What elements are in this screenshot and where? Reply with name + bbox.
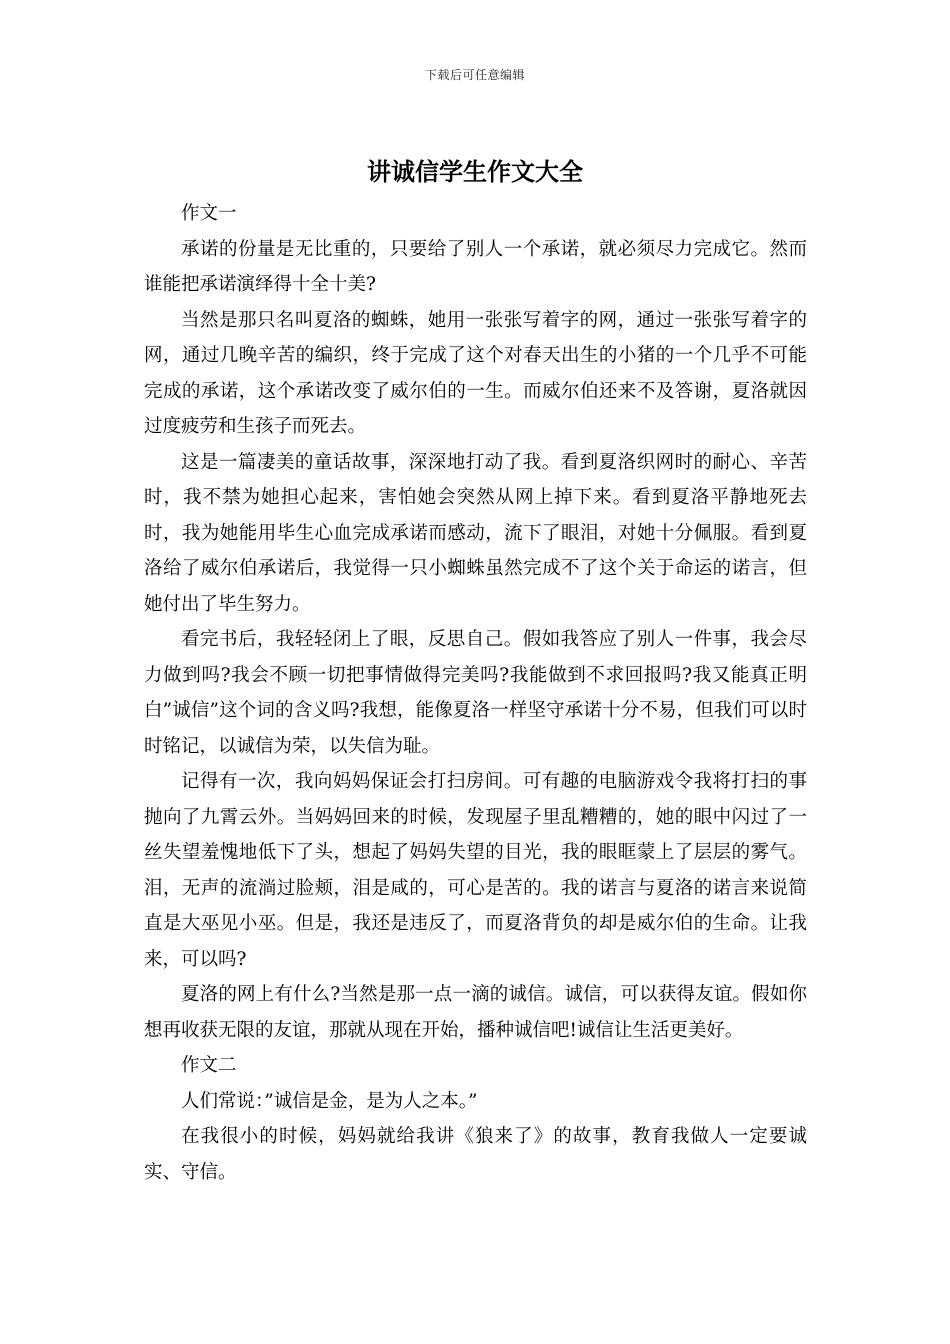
- paragraph: 这是一篇凄美的童话故事，深深地打动了我。看到夏洛织网时的耐心、辛苦时，我不禁为她担心起来，害怕她会突然从网上掉下来。看到夏洛平静地死去时，我为她能用毕生心血完成承诺而感动，流下了眼泪，对她十分佩服。看到夏洛给了威尔伯承诺后，我觉得一只小蜘蛛虽然完成不了这个关于命运的诺言，但她付出了毕生努力。: [144, 451, 807, 615]
- paragraph: 承诺的份量是无比重的，只要给了别人一个承诺，就必须尽力完成它。然而谁能把承诺演绎得十全十美?: [144, 238, 807, 295]
- paragraph: 当然是那只名叫夏洛的蜘蛛，她用一张张写着字的网，通过一张张写着字的网，通过几晚辛苦的编织，终于完成了这个对春天出生的小猪的一个几乎不可能完成的承诺，这个承诺改变了威尔伯的一生。而威尔伯还来不及答谢，夏洛就因过度疲劳和生孩子而死去。: [144, 309, 807, 437]
- header-note: 下载后可任意编辑: [424, 68, 525, 82]
- paragraph-essay-1-heading: 作文一: [181, 203, 237, 224]
- document-title: 讲诚信学生作文大全: [367, 158, 583, 186]
- paragraph: 人们常说：”诚信是金，是为人之本。”: [181, 1090, 478, 1112]
- paragraph-essay-2-heading: 作文二: [181, 1055, 237, 1076]
- paragraph: 在我很小的时候，妈妈就给我讲《狼来了》的故事，教育我做人一定要诚实、守信。: [144, 1126, 807, 1183]
- paragraph: 夏洛的网上有什么?当然是那一点一滴的诚信。诚信，可以获得友谊。假如你想再收获无限的友谊，那就从现在开始，播种诚信吧!诚信让生活更美好。: [144, 984, 807, 1041]
- document-body: [144, 196, 807, 1190]
- paragraph: 记得有一次，我向妈妈保证会打扫房间。可有趣的电脑游戏令我将打扫的事抛向了九霄云外。当妈妈回来的时候，发现屋子里乱糟糟的，她的眼中闪过了一丝失望羞愧地低下了头，想起了妈妈失望的目光，我的眼眶蒙上了层层的雾气。泪，无声的流淌过脸颊，泪是咸的，可心是苦的。我的诺言与夏洛的诺言来说简直是大巫见小巫。但是，我还是违反了，而夏洛背负的却是威尔伯的生命。让我来，可以吗?: [144, 771, 807, 970]
- paragraph: 看完书后，我轻轻闭上了眼，反思自己。假如我答应了别人一件事，我会尽力做到吗?我会不顾一切把事情做得完美吗?我能做到不求回报吗?我又能真正明白”诚信”这个词的含义吗?我想，能像夏洛一样坚守承诺十分不易，但我们可以时时铭记，以诚信为荣，以失信为耻。: [144, 629, 807, 757]
